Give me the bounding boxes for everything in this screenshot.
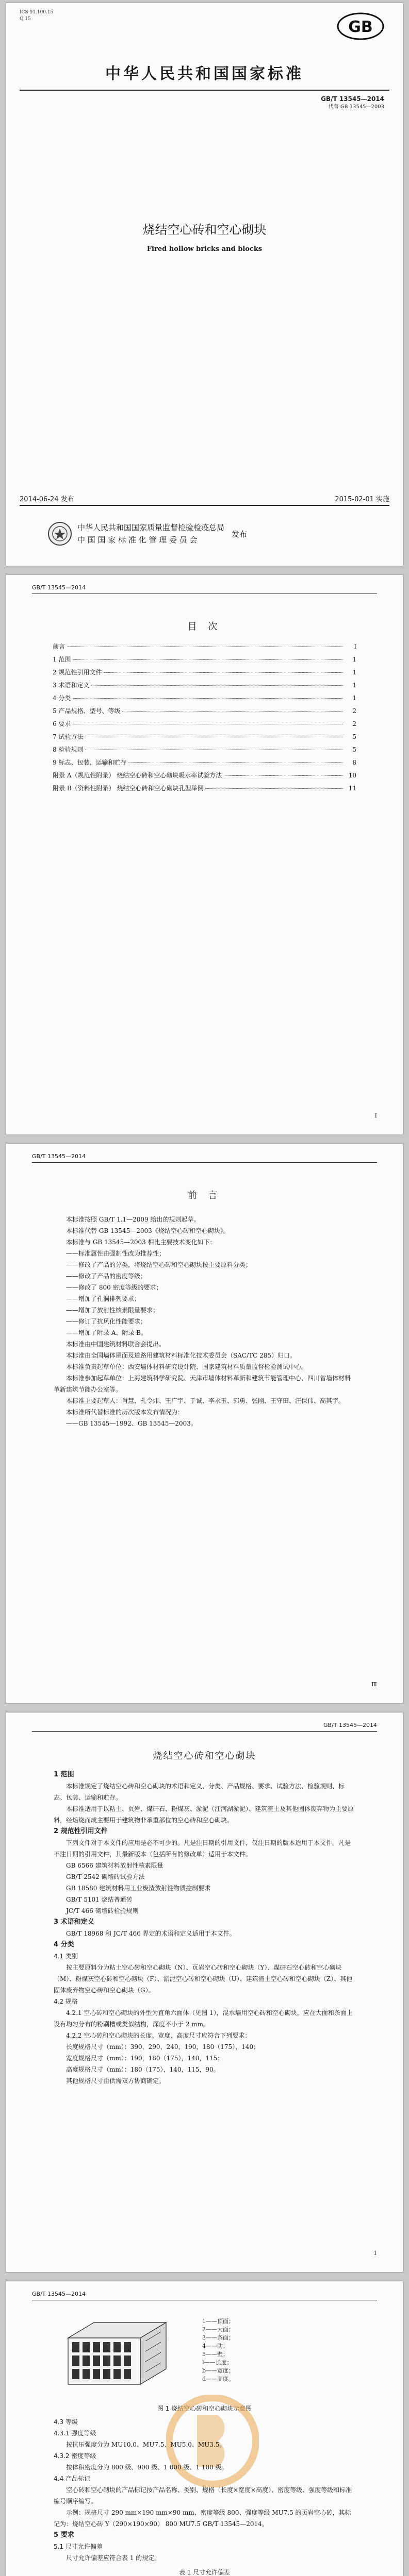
toc-item[interactable] [53,745,356,758]
toc-page [6,575,403,1134]
section-3-para: GB/T 18968 和 JC/T 466 界定的术语和定义适用于本文件。 [66,1930,236,1937]
cover-page [6,3,403,566]
section-3: 3 术语和定义 [54,1918,94,1926]
gb-logo-icon [337,12,384,40]
page-number: Ⅰ [374,1112,377,1119]
section-4-2-para: 4.2.1 空心砖和空心砌块的外型为直角六面体（见图 1），混水墙用空心砖和空心砌块，应在大面和条面上设有均匀分布的粉刷槽或类似结构，深度不小于 2 mm。 [54,2009,353,2028]
section-4-2: 4.2 规格 [54,1998,78,2005]
toc-dots [73,698,343,699]
toc-item-page: 2 [352,707,356,715]
figure-label: l——长度； [202,2359,233,2366]
foreword-paragraph: ——GB 13545—1992、GB 13545—2003。 [66,1420,197,1427]
section-4: 4 分类 [54,1941,74,1948]
dimension-item: 宽度规格尺寸（mm）：190，180（175），140，115； [66,2055,224,2062]
figure-labels [202,2317,234,2383]
seal-icon [47,521,72,546]
section-4-2-para: 4.2.2 空心砖和空心砌块的长度、宽度、高度尺寸应符合下列要求： [66,2032,251,2039]
foreword-paragraph: 本标准由全国墙体屋面及道路用建筑材料标准化技术委员会（SAC/TC 285）归口。 [66,1352,297,1359]
section-4-4-example: 示例：规格尺寸 290 mm×190 mm×90 mm、密度等级 800、强度等级 MU7.5 的页岩空心砖，其标记为：烧结空心砖 Y（290×190×90） 800 MU7.5 GB/T 13545—2014。 [54,2509,351,2528]
foreword-paragraph: ——标准属性由强制性改为推荐性； [66,1250,166,1257]
section-5-1-para: 尺寸允许偏差应符合表 1 的规定。 [66,2554,161,2562]
toc-dots [104,672,343,673]
figure-label: 3——条面； [202,2334,234,2341]
toc-item[interactable] [53,784,356,796]
logo-text: GB [348,18,373,36]
toc-list [53,642,356,796]
section-5-1: 5.1 尺寸允许偏差 [54,2543,103,2550]
dims-note: 其他规格尺寸由供需双方协商确定。 [66,2077,166,2084]
foreword-paragraph: ——修改了产品的密度等级； [66,1273,147,1280]
toc-item-title: 4 分类 [53,694,71,702]
foreword-paragraph: 本标准主要起草人：肖慧、孔令炜、王广宇、于诚、李永玉、郭勇、张刚、王守田、汪保伟、高其宇。 [66,1397,345,1404]
issuer-sac: 中 国 国 家 标 准 化 管 理 委 员 会 [77,535,198,545]
page-header: GB/T 13545—2014 [32,2291,86,2297]
issue-date: 2014-06-24 发布 [20,496,74,503]
toc-item-page: 1 [352,694,356,702]
date-row [20,494,389,503]
figure-label: 4——肋； [202,2343,228,2349]
page-number: Ⅲ [371,1681,377,1688]
toc-item-page: 10 [348,772,356,779]
toc-item-page: 11 [348,785,356,792]
page-header: GB/T 13545—2014 [32,1153,86,1160]
cover-meta [20,9,53,23]
toc-item-page: 2 [352,720,356,727]
toc-item-title: 8 检验规则 [53,746,84,753]
foreword-paragraph: ——增加了孔洞排列要求； [66,1295,141,1302]
toc-item[interactable] [53,706,356,719]
toc-dots [205,788,343,789]
toc-dots [224,775,343,776]
section-4-4: 4.4 产品标记 [54,2475,90,2482]
toc-item-title: 附录 B（资料性附录） 烧结空心砖和空心砌块孔型举例 [53,785,204,792]
brick-diagram [58,2312,182,2395]
section-2-para: 下列文件对于本文件的应用是必不可少的。凡是注日期的引用文件，仅注日期的版本适用于本文件。凡是不注日期的引用文件，其最新版本（包括所有的修改单）适用于本文件。 [54,1839,351,1858]
foreword-paragraph: ——修改了产品的分类，将烧结空心砖和空心砌块按主要原料分类； [66,1261,252,1268]
reference-item: GB/T 2542 砌墙砖试验方法 [66,1873,145,1880]
body-page-1 [6,1713,403,2272]
foreword-paragraph: 本标准按照 GB/T 1.1—2009 给出的规则起草。 [66,1216,200,1223]
reference-item: JC/T 466 砌墙砖检验规则 [66,1907,139,1914]
figure-label: 5——壁； [202,2351,228,2358]
page-header: GB/T 13545—2014 [32,584,86,591]
foreword-paragraph: 本标准负责起草单位：西安墙体材料研究设计院、国家建筑材料质量监督检验测试中心。 [66,1363,308,1370]
figure-caption: 图 1 烧结空心砖和空心砌块示意图 [157,2405,252,2412]
toc-dots [73,659,343,660]
toc-item[interactable] [53,681,356,693]
toc-item-title: 前言 [53,643,66,650]
reference-item: GB 6566 建筑材料放射性核素限量 [66,1862,163,1869]
section-4-1: 4.1 类别 [54,1953,78,1960]
toc-item[interactable] [53,642,356,655]
figure-label: 2——大面； [202,2326,234,2333]
toc-item-page: 8 [352,759,356,766]
body2-text [54,2416,355,2576]
foreword-page [6,1144,403,1703]
toc-item[interactable] [53,771,356,784]
toc-item[interactable] [53,655,356,668]
ics-code: ICS 91.100.15 [20,10,54,15]
toc-item-title: 5 产品规格、型号、等级 [53,707,121,715]
section-4-3-2: 4.3.2 密度等级 [54,2452,96,2460]
section-4-4-para: 空心砖和空心砌块的产品标记按产品名称、类别、规格（长度×宽度×高度）、密度等级、强度等级和标准编号顺序编写。 [54,2486,352,2505]
section-1-para: 本标准规定了烧结空心砖和空心砌块的术语和定义、分类、产品规格、要求、试验方法、检验规则、标志、包装、运输和贮存。 [54,1783,345,1801]
standard-number-block [321,95,384,111]
toc-item[interactable] [53,732,356,745]
toc-title: 目 次 [187,621,222,632]
toc-item-title: 2 规范性引用文件 [53,669,102,676]
page-header: GB/T 13545—2014 [323,1722,377,1728]
foreword-paragraph: 本标准参加起草单位：上海建筑科学研究院、天津市墙体材料革新和建筑节能管理中心、四川省墙体材料革新建筑节能办公室等。 [54,1375,351,1393]
toc-item-title: 6 要求 [53,720,71,727]
table-1-caption: 表 1 尺寸允许偏差 [178,2569,231,2576]
figure-label: d——高度。 [202,2376,235,2382]
toc-item-page: 5 [352,746,356,753]
reference-item: GB/T 5101 烧结普通砖 [66,1896,133,1903]
toc-item[interactable] [53,758,356,771]
dims-list [54,2041,355,2075]
toc-dots [128,762,343,763]
toc-item-title: 3 术语和定义 [53,682,90,689]
toc-item-page: Ⅰ [354,643,356,650]
release-label: 发布 [232,529,248,539]
header-rule [32,1731,377,1732]
foreword-paragraph: ——增加了放射性核素限量要求； [66,1307,159,1314]
section-2: 2 规范性引用文件 [54,1827,108,1835]
section-4-3: 4.3 等级 [54,2418,78,2426]
foreword-paragraph: ——修订了抗风化性能要求； [66,1318,147,1325]
toc-item[interactable] [53,693,356,706]
figure-label: 1——顶面； [202,2318,234,2325]
section-4-1-para: 按主要原料分为粘土空心砖和空心砌块（N）、页岩空心砖和空心砌块（Y）、煤矸石空心砖和空心砌块（M）、粉煤灰空心砖和空心砌块（F）、淤泥空心砖和空心砌块（U）、建筑渣土空心砖和空心砌块（Z）、其他固体废弃物空心砖和空心砌块（G）。 [54,1964,353,1994]
toc-item-title: 1 范围 [53,656,71,663]
body1-text [54,1769,355,2087]
body-page-2 [6,2281,403,2576]
issuer-aqsiq: 中华人民共和国国家质量监督检验检疫总局 [77,523,225,532]
standard-name-en: Fired hollow bricks and blocks [146,245,263,253]
foreword-body [54,1214,355,1429]
page-number: 1 [373,2250,377,2257]
refs-list [54,1860,355,1917]
reference-item: GB 18580 建筑材料用工业废渣放射性物质控制要求 [66,1885,211,1892]
cover-rule-top [20,90,389,91]
standard-name-cn: 烧结空心砖和空心砌块 [142,223,267,237]
toc-item-page: 5 [352,733,356,740]
dimension-item: 高度规格尺寸（mm）：180（175），140，115，90。 [66,2066,220,2073]
implementation-date: 2015-02-01 实施 [335,496,389,503]
replaces-number: 代替 GB 13545—2003 [328,104,384,110]
standard-number: GB/T 13545—2014 [321,95,384,103]
toc-item-page: 1 [352,669,356,676]
section-1-para: 本标准适用于以粘土、页岩、煤矸石、粉煤灰、淤泥（江河湖淤泥）、建筑渣土及其他固体废弃物为主要原料，经焙烧而成主要用于建筑物非承重部位的空心砖和空心砌块。 [54,1805,354,1824]
foreword-paragraph: 本标准与 GB 13545—2003 相比主要技术变化如下： [66,1239,216,1246]
standard-type-title: 中华人民共和国国家标准 [105,65,304,83]
toc-item[interactable] [53,719,356,732]
foreword-paragraph: ——增加了附录 A、附录 B。 [66,1329,148,1336]
section-4-3-1: 4.3.1 强度等级 [54,2430,96,2437]
toc-item-page: 1 [352,682,356,689]
foreword-paragraph: 本标准所代替标准的历次版本发布情况为： [66,1409,184,1416]
section-4-3-2-para: 按体积密度分为 800 级、900 级、1 000 级、1 100 级。 [66,2464,228,2471]
foreword-title: 前 言 [187,1190,222,1201]
toc-item-title: 9 标志、包装、运输和贮存 [53,759,127,766]
figure-label: b——宽度； [202,2367,235,2374]
section-5: 5 要求 [54,2531,74,2539]
toc-item[interactable] [53,668,356,681]
ccs-code: Q 15 [20,16,31,22]
header-rule [32,1162,377,1163]
toc-dots [91,685,343,686]
foreword-paragraph: 本标准由中国建筑材料联合会提出。 [66,1341,166,1348]
toc-item-page: 1 [352,656,356,663]
section-4-3-1-para: 按抗压强度分为 MU10.0、MU7.5、MU5.0、MU3.5。 [66,2441,226,2448]
toc-item-title: 附录 A（规范性附录） 烧结空心砖和空心砌块吸水率试验方法 [53,772,222,779]
toc-item-title: 7 试验方法 [53,733,84,740]
foreword-paragraph: ——修改了 800 密度等级的要求； [66,1284,162,1291]
body-title: 烧结空心砖和空心砌块 [153,1751,256,1761]
section-1: 1 范围 [54,1771,74,1778]
issuer-block [47,521,357,546]
cover-rule-bottom [20,505,389,506]
dimension-item: 长度规格尺寸（mm）：390，290，240，190，180（175），140； [66,2043,260,2050]
foreword-paragraph: 本标准代替 GB 13545—2003《烧结空心砖和空心砌块》。 [66,1227,230,1234]
